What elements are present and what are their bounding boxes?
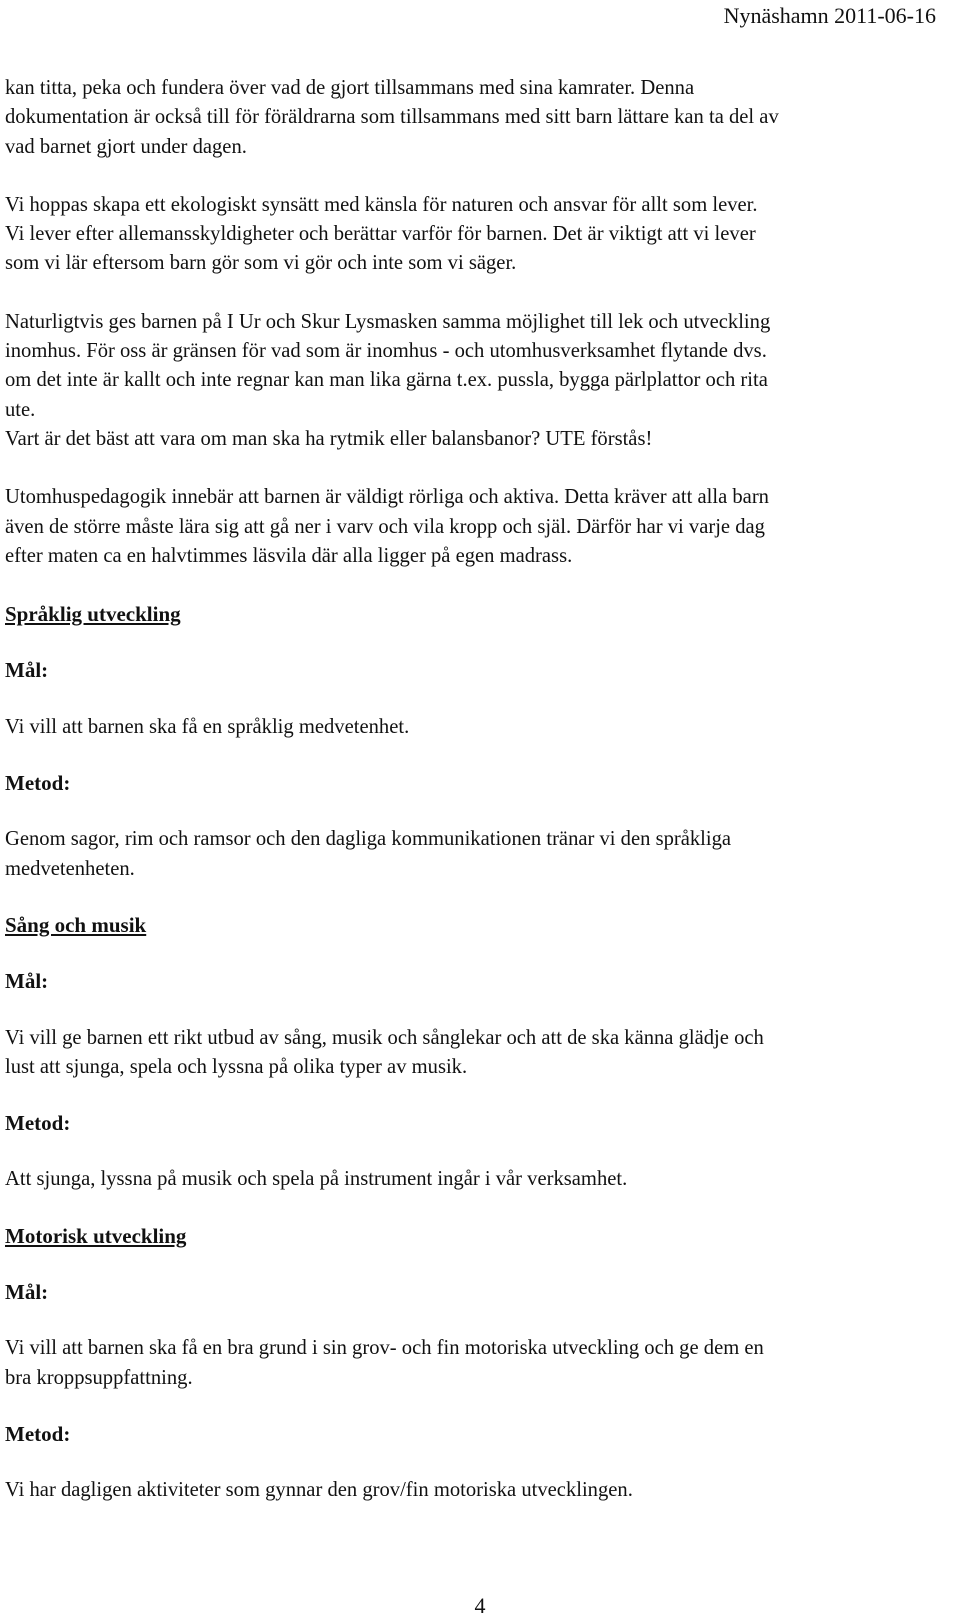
text-line: om det inte är kallt och inte regnar kan man lika gärna t.ex. pussla, bygga pärlplattor och rita xyxy=(5,369,768,392)
method-label: Metod: xyxy=(5,1111,71,1136)
text-line: även de större måste lära sig att gå ner i varv och vila kropp och själ. Därför har vi varje dag xyxy=(5,515,765,538)
header-date: Nynäshamn 2011-06-16 xyxy=(723,3,936,28)
goal-label: Mål: xyxy=(5,969,49,994)
method-text: Att sjunga, lyssna på musik och spela på instrument ingår i vår verksamhet. xyxy=(5,1168,628,1191)
section-language-development xyxy=(5,600,945,884)
text-line: dokumentation är också till för föräldrarna som tillsammans med sitt barn lättare kan ta del av xyxy=(5,106,779,129)
method-text: medvetenheten. xyxy=(5,857,135,880)
document-body xyxy=(5,74,945,1506)
section-heading: Språklig utveckling xyxy=(5,602,181,627)
goal-label: Mål: xyxy=(5,1280,49,1305)
text-line: som vi lär eftersom barn gör som vi gör och inte som vi säger. xyxy=(5,252,517,275)
text-line: inomhus. För oss är gränsen för vad som är inomhus - och utomhusverksamhet flytande dvs. xyxy=(5,340,767,363)
goal-text: Vi vill att barnen ska få en språklig medvetenhet. xyxy=(5,715,410,738)
paragraph-outdoor-pedagogy xyxy=(5,483,945,571)
goal-text: bra kroppsuppfattning. xyxy=(5,1366,193,1389)
section-heading: Sång och musik xyxy=(5,912,147,937)
goal-text: Vi vill ge barnen ett rikt utbud av sång, musik och sånglekar och att de ska känna glädje och xyxy=(5,1026,764,1049)
paragraph-documentation xyxy=(5,74,945,162)
text-line: efter maten ca en halvtimmes läsvila där alla ligger på egen madrass. xyxy=(5,544,573,567)
goal-text: Vi vill att barnen ska få en bra grund i sin grov- och fin motoriska utveckling och ge dem en xyxy=(5,1337,764,1360)
goal-text: lust att sjunga, spela och lyssna på olika typer av musik. xyxy=(5,1055,468,1078)
method-label: Metod: xyxy=(5,1421,71,1446)
text-line: vad barnet gjort under dagen. xyxy=(5,135,247,158)
section-heading: Motorisk utveckling xyxy=(5,1223,187,1248)
method-label: Metod: xyxy=(5,771,71,796)
section-motor-development xyxy=(5,1222,945,1506)
section-song-and-music xyxy=(5,911,945,1195)
text-line: ute. xyxy=(5,398,36,421)
paragraph-ecology xyxy=(5,191,945,279)
goal-label: Mål: xyxy=(5,658,49,683)
page-number: 4 xyxy=(474,1593,486,1618)
text-line: kan titta, peka och fundera över vad de gjort tillsammans med sina kamrater. Denna xyxy=(5,77,695,99)
method-text: Vi har dagligen aktiviteter som gynnar den grov/fin motoriska utvecklingen. xyxy=(5,1479,633,1502)
text-line: Vart är det bäst att vara om man ska ha rytmik eller balansbanor? UTE förstås! xyxy=(5,427,653,450)
text-line: Vi hoppas skapa ett ekologiskt synsätt med känsla för naturen och ansvar för allt som lever. xyxy=(5,193,758,216)
text-line: Naturligtvis ges barnen på I Ur och Skur Lysmasken samma möjlighet till lek och utveckling xyxy=(5,310,771,333)
method-text: Genom sagor, rim och ramsor och den dagliga kommunikationen tränar vi den språkliga xyxy=(5,828,732,851)
text-line: Vi lever efter allemansskyldigheter och berättar varför för barnen. Det är viktigt att vi lever xyxy=(5,223,756,246)
paragraph-indoor-outdoor xyxy=(5,308,945,454)
text-line: Utomhuspedagogik innebär att barnen är väldigt rörliga och aktiva. Detta kräver att alla barn xyxy=(5,486,769,509)
